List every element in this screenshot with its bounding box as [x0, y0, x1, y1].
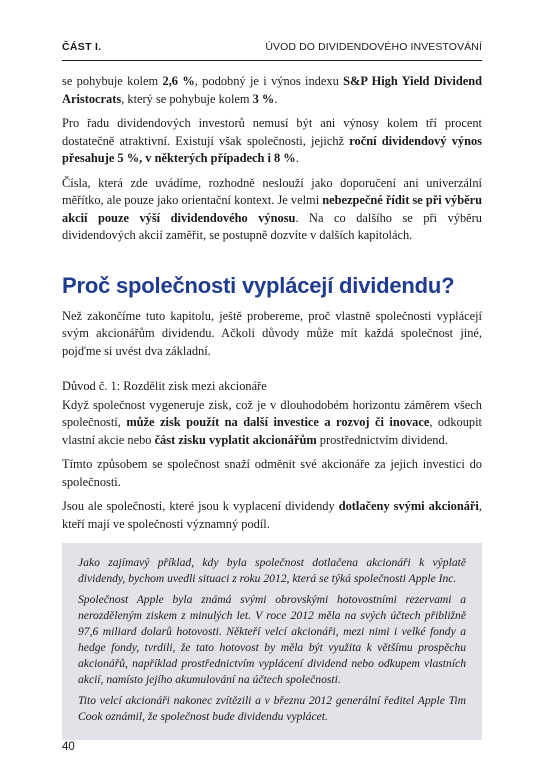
- text: Čísla, která zde uvádíme, rozhodně neslouží jako doporučení ani univerzální měřítko, ale pouze jako orientační kontext. Je velmi: [62, 175, 482, 207]
- box-paragraph: Společnost Apple byla známá svými obrovskými hotovostními rezervami a nerozděleným ziskem z minulých let. V roce 2012 měla na svých účtech přibližně 97,6 miliard dolarů hotovosti. Někteří velcí akcionáři, mezi nimi i velké fondy a hedge fondy, tvrdili, že tato hotovost by měla být využita k většímu prospěchu akcionářů, například prostřednictvím vyplácení dividend nebo odkupem vlastních akcií, namísto jejího akumulování na účtech společnosti.: [78, 593, 466, 686]
- box-paragraph: Jako zajímavý příklad, kdy byla společnost dotlačena akcionáři k výplatě dividendy, bychom uvedli situaci z roku 2012, která se týká společnosti Apple Inc.: [78, 556, 466, 585]
- text: prostřednictvím dividend.: [316, 432, 448, 447]
- text: se pohybuje kolem: [62, 74, 163, 88]
- page-content: [62, 73, 482, 740]
- running-header: [62, 38, 482, 61]
- text: , odkoupit vlastní akcie nebo: [62, 415, 482, 447]
- text: , který se pohybuje kolem: [121, 91, 253, 106]
- bold-text: 3 %: [252, 91, 275, 106]
- paragraph-high-yield: [62, 115, 482, 168]
- bold-text: dotlačeny svými akcionáři: [338, 499, 479, 513]
- text: , kteří mají ve společnosti významný podíl.: [62, 499, 482, 531]
- bold-text: 2,6 %: [162, 74, 195, 88]
- paragraph-warning: [62, 175, 482, 245]
- box-paragraph: Tito velcí akcionáři nakonec zvítězili a v březnu 2012 generální ředitel Apple Tim Cook oznámil, že společnost bude dividendu vyplácet.: [78, 694, 466, 723]
- header-chapter-title: ÚVOD DO DIVIDENDOVÉHO INVESTOVÁNÍ: [265, 41, 482, 53]
- paragraph-index-yield: [62, 73, 482, 108]
- text: . Na co dalšího se při výběru dividendových akcií zaměřit, se postupně dozvíte v dalších kapitolách.: [62, 210, 482, 242]
- paragraph-pressure: [62, 498, 482, 533]
- text: Jsou ale společnosti, které jsou k vyplacení dividendy: [62, 499, 339, 513]
- header-part-label: ČÁST I.: [62, 41, 102, 53]
- paragraph-profit: [62, 397, 482, 450]
- page-number: 40: [62, 741, 75, 753]
- text: Pro řadu dividendových investorů nemusí být ani výnosy kolem tří procent dostatečně atraktivní. Existují však společnosti, jejichž: [62, 116, 482, 148]
- bold-text: S&P High Yield Dividend Aristocrats: [62, 74, 483, 106]
- bold-text: nebezpečné řídit se při výběru akcií pouze výší dividendového výnosu: [62, 193, 482, 225]
- bold-text: část zisku vyplatit akcionářům: [154, 432, 317, 447]
- paragraph-reward: Tímto způsobem se společnost snaží odměnit své akcionáře za jejich investici do společnosti.: [62, 457, 482, 489]
- paragraph-intro: Než zakončíme tuto kapitolu, ještě probereme, proč vlastně společnosti vyplácejí svým akcionářům dividendu. Ačkoli důvody může mít každá společnost jiné, pojďme si uvést dva základní.: [62, 308, 482, 358]
- text: Když společnost vygeneruje zisk, což je v dlouhodobém horizontu záměrem všech společností,: [62, 397, 482, 429]
- section-heading: Proč společnosti vyplácejí dividendu?: [62, 272, 455, 298]
- subheading-reason-1: Důvod č. 1: Rozdělit zisk mezi akcionáře: [62, 379, 267, 393]
- text: .: [274, 91, 278, 106]
- text: , podobný je i výnos indexu: [194, 74, 344, 88]
- bold-text: může zisk použít na další investice a rozvoj či inovace: [126, 415, 430, 429]
- bold-text: roční dividendový výnos přesahuje 5 %, v některých případech i 8 %: [62, 133, 482, 165]
- example-box: [62, 543, 482, 740]
- text: .: [295, 151, 299, 165]
